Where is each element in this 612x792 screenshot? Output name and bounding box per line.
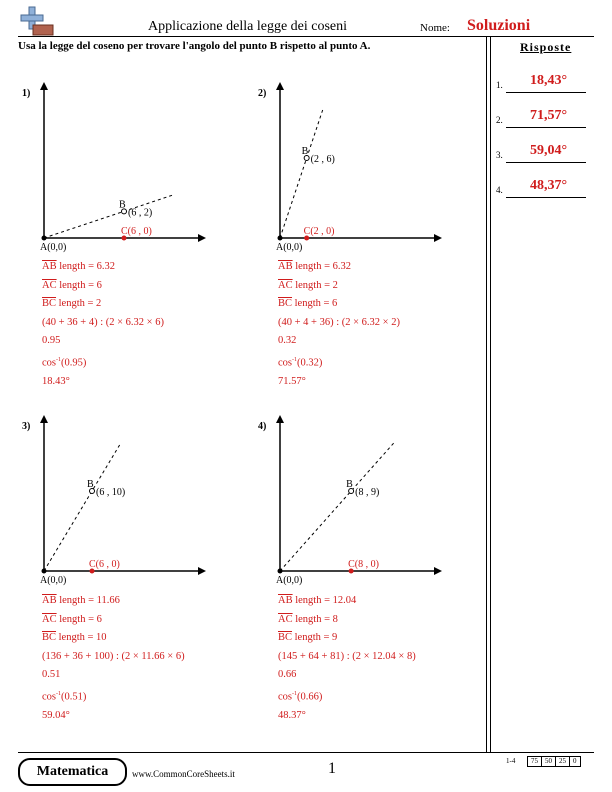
answer-column-divider-inner	[490, 36, 491, 752]
point-b-letter: B	[119, 199, 126, 211]
score-cell: 0	[573, 757, 577, 765]
cos-argument: (0.95)	[61, 357, 87, 368]
solutions-label: Soluzioni	[467, 17, 531, 34]
angle-result: 71.57°	[278, 375, 306, 387]
x-axis-arrow	[434, 567, 442, 575]
ratio: 0.66	[278, 669, 297, 680]
cos-label: cos	[42, 691, 56, 702]
problem-work	[278, 258, 400, 391]
segment-label: $\overline{AB}$	[278, 261, 293, 272]
answer-value: 71,57°	[530, 108, 568, 123]
brand-badge: Matematica	[18, 758, 127, 786]
segment-label: $\overline{BC}$	[278, 298, 293, 309]
formula: (136 + 36 + 100) : (2 × 11.66 × 6)	[42, 650, 185, 662]
angle-result: 18.43°	[42, 375, 70, 387]
point-b-coord: (8 , 9)	[355, 487, 380, 498]
point-c-label: C(2 , 0)	[303, 226, 335, 237]
formula: (145 + 64 + 81) : (2 × 12.04 × 8)	[278, 650, 416, 662]
origin-label: A(0,0)	[40, 575, 67, 586]
segment-label: $\overline{AC}$	[42, 613, 57, 625]
problem-number: 3)	[22, 421, 31, 432]
problem-graph	[30, 80, 210, 253]
ratio: 0.95	[42, 335, 61, 346]
formula: (40 + 4 + 36) : (2 × 6.32 × 2)	[278, 316, 400, 328]
segment-label: $\overline{AB}$	[42, 595, 57, 606]
ray-ab	[280, 443, 394, 571]
segment-label: $\overline{AC}$	[42, 279, 57, 291]
score-table	[527, 756, 581, 767]
score-cell: 50	[542, 757, 556, 766]
name-label: Nome:	[420, 22, 450, 34]
x-axis-arrow	[198, 567, 206, 575]
answer-line	[506, 127, 586, 128]
answer-number: 3.	[496, 150, 503, 160]
problem-number: 1)	[22, 88, 31, 99]
x-axis-arrow	[434, 234, 442, 242]
segment-length: length = 11.66	[56, 595, 120, 606]
cos-argument: (0.66)	[297, 691, 323, 702]
answer-column-divider	[486, 36, 487, 752]
answer-number: 2.	[496, 115, 503, 125]
problem-work	[278, 592, 416, 725]
segment-label: $\overline{BC}$	[42, 298, 57, 309]
point-c-label: C(6 , 0)	[121, 226, 152, 237]
y-axis-arrow	[40, 415, 48, 423]
page-title: Applicazione della legge dei coseni	[148, 19, 348, 34]
instructions: Usa la legge del coseno per trovare l'angolo del punto B rispetto al punto A.	[18, 40, 371, 52]
cos-label: cos	[278, 691, 292, 702]
answer-number: 4.	[496, 185, 503, 195]
answer-value: 18,43°	[530, 73, 568, 88]
page-number: 1	[328, 760, 336, 777]
segment-length: length = 10	[56, 632, 107, 643]
answer-line	[506, 197, 586, 198]
point-c-label: C(6 , 0)	[89, 559, 120, 570]
point-b-letter: B	[346, 479, 353, 490]
answer-line	[506, 162, 586, 163]
segment-length: length = 2	[56, 298, 102, 309]
score-cell: 75	[528, 757, 542, 766]
ray-ab	[44, 195, 172, 238]
point-b-coord: (6 , 2)	[128, 207, 153, 219]
header-rule	[18, 36, 594, 37]
origin-label: A(0,0)	[276, 575, 303, 586]
score-range: 1-4	[506, 757, 516, 765]
point-b-coord: (2 , 6)	[310, 154, 335, 165]
cos-label: cos	[42, 357, 56, 368]
y-axis-arrow	[276, 82, 284, 90]
segment-label: $\overline{AB}$	[42, 261, 57, 272]
point-b-letter: B	[87, 479, 94, 490]
logo-icon	[19, 5, 55, 37]
footer-rule	[18, 752, 594, 753]
point-a	[278, 236, 283, 241]
segment-length: length = 6.32	[292, 261, 352, 272]
point-b-letter: B	[301, 146, 309, 157]
segment-label: $\overline{AB}$	[278, 595, 293, 606]
problem-number: 2)	[258, 88, 267, 99]
answer-value: 48,37°	[530, 178, 568, 193]
ratio: 0.32	[278, 335, 297, 346]
point-a	[278, 569, 283, 574]
formula: (40 + 36 + 4) : (2 × 6.32 × 6)	[42, 316, 164, 328]
cos-argument: (0.32)	[297, 357, 323, 368]
segment-label: $\overline{AC}$	[278, 613, 293, 625]
segment-length: length = 8	[292, 613, 338, 625]
y-axis-arrow	[40, 82, 48, 90]
problem-number: 4)	[258, 421, 267, 432]
answer-number: 1.	[496, 80, 503, 90]
origin-label: A(0,0)	[40, 242, 67, 253]
segment-length: length = 6	[56, 279, 102, 291]
point-a	[42, 236, 47, 241]
origin-label: A(0,0)	[276, 242, 303, 253]
problem-graph	[30, 413, 210, 586]
website-link[interactable]: www.CommonCoreSheets.it	[132, 769, 235, 779]
segment-label: $\overline{AC}$	[278, 279, 293, 291]
point-b-coord: (6 , 10)	[96, 487, 126, 498]
problem-work	[42, 258, 164, 391]
y-axis-arrow	[276, 415, 284, 423]
segment-label: $\overline{BC}$	[278, 632, 293, 643]
segment-length: length = 2	[292, 279, 338, 291]
problem-graph	[266, 413, 446, 586]
problem-graph	[266, 80, 446, 253]
ratio: 0.51	[42, 669, 61, 680]
segment-length: length = 9	[292, 632, 338, 643]
cos-exponent: -1	[56, 690, 61, 697]
point-c-label: C(8 , 0)	[348, 559, 379, 570]
answer-line	[506, 92, 586, 93]
segment-length: length = 12.04	[292, 595, 357, 606]
answer-value: 59,04°	[530, 143, 568, 158]
ray-ab	[44, 443, 121, 571]
x-axis-arrow	[198, 234, 206, 242]
cos-exponent: -1	[56, 356, 61, 363]
point-a	[42, 569, 47, 574]
segment-length: length = 6	[56, 613, 102, 625]
score-cell: 25	[556, 757, 570, 766]
segment-label: $\overline{BC}$	[42, 632, 57, 643]
cos-label: cos	[278, 357, 292, 368]
ray-ab	[280, 110, 323, 238]
segment-length: length = 6	[292, 298, 338, 309]
segment-length: length = 6.32	[56, 261, 116, 272]
problem-work	[42, 592, 185, 725]
cos-argument: (0.51)	[61, 691, 87, 702]
angle-result: 48.37°	[278, 709, 306, 721]
cos-exponent: -1	[292, 356, 297, 363]
answers-heading: Risposte	[520, 40, 572, 54]
cos-exponent: -1	[292, 690, 297, 697]
angle-result: 59.04°	[42, 709, 70, 721]
